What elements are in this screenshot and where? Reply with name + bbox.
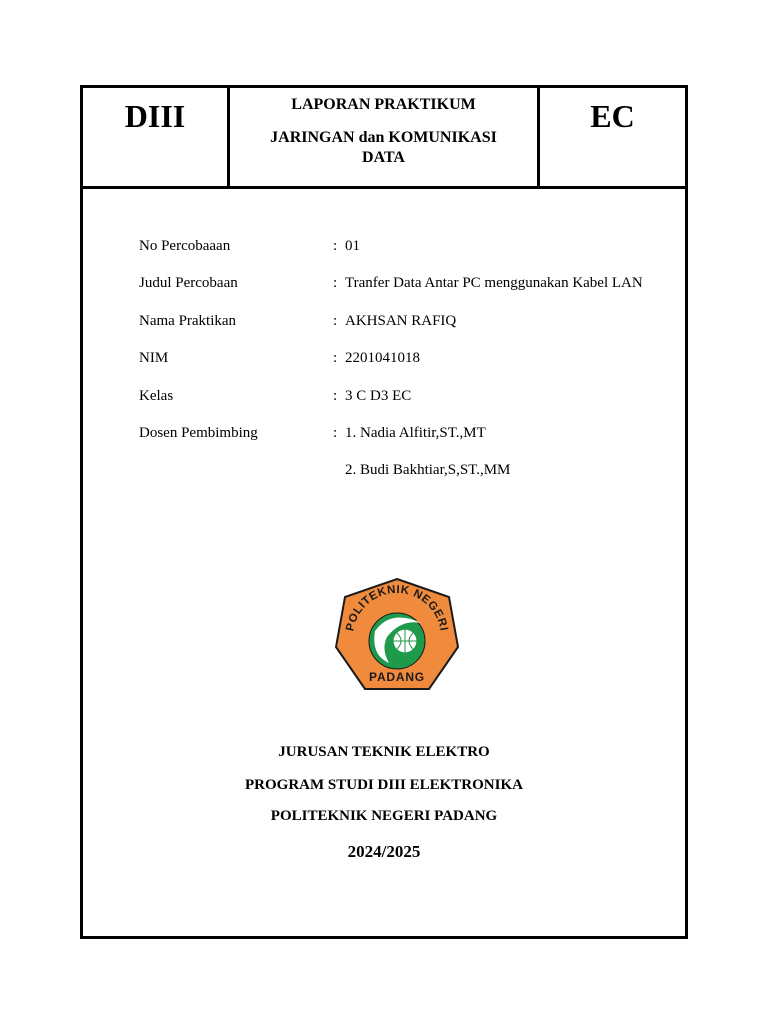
info-colon: :	[333, 350, 338, 367]
cover-frame	[80, 85, 688, 939]
info-colon: :	[333, 275, 338, 292]
info-value: 2201041018	[345, 350, 420, 367]
footer-year: 2024/2025	[347, 842, 421, 861]
info-row	[139, 313, 643, 350]
footer-study-program: PROGRAM STUDI DIII ELEKTRONIKA	[245, 777, 523, 793]
info-row	[139, 388, 643, 425]
info-label: Dosen Pembimbing	[139, 424, 258, 441]
info-label: Nama Praktikan	[139, 312, 237, 329]
info-colon: :	[333, 312, 338, 329]
header-table	[83, 88, 685, 189]
info-row	[139, 425, 643, 462]
politeknik-logo	[331, 575, 463, 697]
info-colon	[333, 462, 345, 499]
info-colon: :	[333, 424, 338, 441]
department-code: EC	[590, 98, 635, 134]
info-list	[139, 238, 643, 500]
logo-top-text: POLITEKNIK NEGERI	[344, 583, 450, 633]
info-value: 01	[345, 238, 360, 254]
info-label: No Percobaaan	[139, 238, 231, 254]
report-title-line1: LAPORAN PRAKTIKUM	[291, 96, 476, 113]
info-colon: :	[333, 387, 338, 404]
info-row	[139, 462, 643, 499]
info-value: Tranfer Data Antar PC menggunakan Kabel LAN	[345, 275, 643, 292]
info-label: Kelas	[139, 387, 174, 404]
info-label: NIM	[139, 350, 169, 367]
report-title	[230, 88, 540, 186]
info-value: 1. Nadia Alfitir,ST.,MT	[345, 424, 486, 441]
report-title-line2: JARINGAN dan KOMUNIKASI DATA	[270, 129, 497, 166]
info-value: AKHSAN RAFIQ	[345, 312, 457, 329]
logo-bottom-text: PADANG	[369, 670, 425, 684]
program-code: DIII	[83, 88, 230, 186]
info-row	[139, 275, 643, 312]
info-label: Judul Percobaan	[139, 275, 238, 292]
footer-institution: POLITEKNIK NEGERI PADANG	[270, 808, 498, 824]
info-row	[139, 350, 643, 387]
footer-department: JURUSAN TEKNIK ELEKTRO	[278, 744, 490, 760]
info-value: 3 C D3 EC	[345, 387, 412, 404]
info-row	[139, 238, 643, 275]
info-colon: :	[333, 238, 338, 254]
info-label	[139, 462, 333, 499]
info-value: 2. Budi Bakhtiar,S,ST.,MM	[345, 462, 511, 479]
